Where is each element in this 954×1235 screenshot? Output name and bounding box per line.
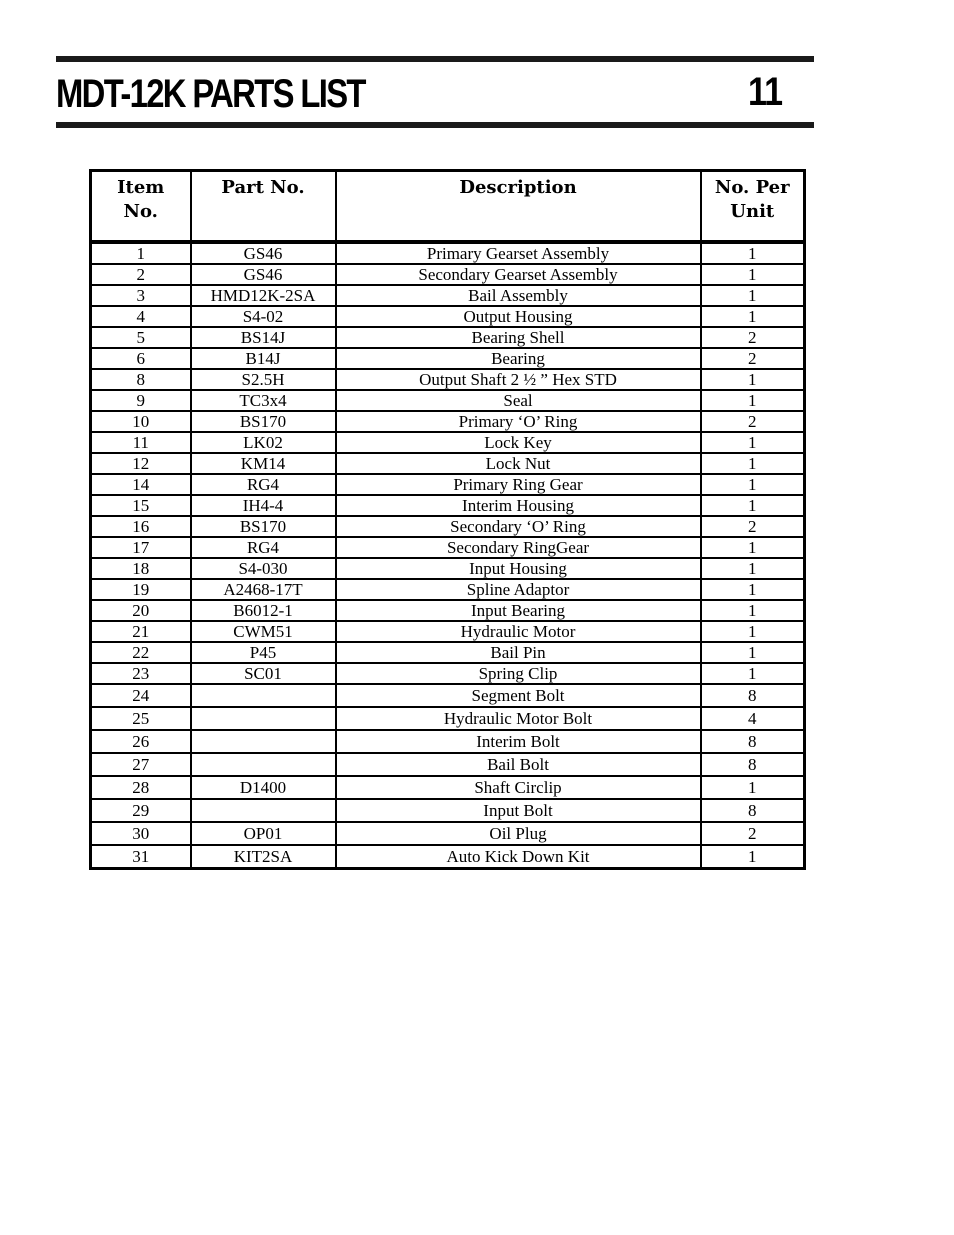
cell-description: Secondary RingGear — [336, 537, 701, 558]
cell-part-no: A2468-17T — [191, 579, 336, 600]
cell-description: Lock Nut — [336, 453, 701, 474]
cell-part-no: OP01 — [191, 822, 336, 845]
cell-no-per-unit: 1 — [701, 369, 805, 390]
table-row — [91, 411, 805, 432]
cell-part-no: KM14 — [191, 453, 336, 474]
table-row — [91, 558, 805, 579]
table-row — [91, 776, 805, 799]
cell-item-no: 4 — [91, 306, 191, 327]
table-row — [91, 600, 805, 621]
cell-part-no — [191, 730, 336, 753]
table-row — [91, 537, 805, 558]
cell-part-no: GS46 — [191, 264, 336, 285]
table-row — [91, 474, 805, 495]
cell-item-no: 21 — [91, 621, 191, 642]
table-row — [91, 495, 805, 516]
cell-description: Hydraulic Motor Bolt — [336, 707, 701, 730]
cell-item-no: 1 — [91, 242, 191, 264]
cell-part-no — [191, 684, 336, 707]
cell-description: Secondary ‘O’ Ring — [336, 516, 701, 537]
cell-description: Primary Ring Gear — [336, 474, 701, 495]
cell-item-no: 23 — [91, 663, 191, 684]
table-row — [91, 642, 805, 663]
cell-item-no: 24 — [91, 684, 191, 707]
cell-part-no: IH4-4 — [191, 495, 336, 516]
cell-item-no: 26 — [91, 730, 191, 753]
cell-item-no: 9 — [91, 390, 191, 411]
cell-no-per-unit: 8 — [701, 753, 805, 776]
table-header-row — [91, 171, 805, 243]
cell-description: Output Shaft 2 ½ ” Hex STD — [336, 369, 701, 390]
cell-no-per-unit: 2 — [701, 327, 805, 348]
cell-description: Primary ‘O’ Ring — [336, 411, 701, 432]
cell-description: Bail Assembly — [336, 285, 701, 306]
cell-part-no: S4-02 — [191, 306, 336, 327]
cell-item-no: 17 — [91, 537, 191, 558]
cell-part-no: S4-030 — [191, 558, 336, 579]
cell-description: Hydraulic Motor — [336, 621, 701, 642]
cell-no-per-unit: 1 — [701, 558, 805, 579]
parts-table — [89, 169, 806, 870]
cell-description: Spring Clip — [336, 663, 701, 684]
table-row — [91, 348, 805, 369]
cell-part-no: LK02 — [191, 432, 336, 453]
cell-description: Bearing Shell — [336, 327, 701, 348]
cell-no-per-unit: 1 — [701, 642, 805, 663]
cell-item-no: 10 — [91, 411, 191, 432]
cell-description: Input Bolt — [336, 799, 701, 822]
cell-part-no: RG4 — [191, 474, 336, 495]
cell-description: Lock Key — [336, 432, 701, 453]
cell-description: Interim Housing — [336, 495, 701, 516]
cell-part-no: CWM51 — [191, 621, 336, 642]
header-top-rule — [56, 56, 814, 62]
table-row — [91, 730, 805, 753]
cell-description: Input Bearing — [336, 600, 701, 621]
column-header-description: Description — [336, 171, 701, 243]
cell-description: Shaft Circlip — [336, 776, 701, 799]
cell-no-per-unit: 1 — [701, 621, 805, 642]
cell-item-no: 11 — [91, 432, 191, 453]
cell-part-no: B6012-1 — [191, 600, 336, 621]
table-row — [91, 327, 805, 348]
column-header-no-per-unit: No. Per Unit — [701, 171, 805, 243]
cell-item-no: 18 — [91, 558, 191, 579]
cell-part-no: BS170 — [191, 516, 336, 537]
cell-no-per-unit: 1 — [701, 600, 805, 621]
cell-item-no: 31 — [91, 845, 191, 869]
cell-no-per-unit: 1 — [701, 845, 805, 869]
cell-part-no: P45 — [191, 642, 336, 663]
table-row — [91, 663, 805, 684]
cell-no-per-unit: 1 — [701, 495, 805, 516]
cell-part-no: RG4 — [191, 537, 336, 558]
cell-description: Secondary Gearset Assembly — [336, 264, 701, 285]
table-row — [91, 753, 805, 776]
table-row — [91, 822, 805, 845]
header-bottom-rule — [56, 122, 814, 128]
table-row — [91, 579, 805, 600]
table-row — [91, 799, 805, 822]
cell-no-per-unit: 1 — [701, 390, 805, 411]
table-row — [91, 621, 805, 642]
cell-item-no: 28 — [91, 776, 191, 799]
cell-description: Oil Plug — [336, 822, 701, 845]
cell-item-no: 3 — [91, 285, 191, 306]
column-header-item-no: Item No. — [91, 171, 191, 243]
table-row — [91, 684, 805, 707]
cell-no-per-unit: 1 — [701, 579, 805, 600]
cell-no-per-unit: 1 — [701, 663, 805, 684]
cell-item-no: 5 — [91, 327, 191, 348]
page-title: MDT-12K PARTS LIST — [56, 72, 365, 116]
cell-description: Seal — [336, 390, 701, 411]
cell-item-no: 29 — [91, 799, 191, 822]
cell-description: Bail Bolt — [336, 753, 701, 776]
cell-no-per-unit: 1 — [701, 264, 805, 285]
cell-part-no: BS14J — [191, 327, 336, 348]
cell-item-no: 8 — [91, 369, 191, 390]
cell-item-no: 6 — [91, 348, 191, 369]
cell-part-no: D1400 — [191, 776, 336, 799]
table-row — [91, 369, 805, 390]
cell-item-no: 2 — [91, 264, 191, 285]
cell-part-no: SC01 — [191, 663, 336, 684]
cell-description: Segment Bolt — [336, 684, 701, 707]
table-row — [91, 285, 805, 306]
cell-no-per-unit: 1 — [701, 474, 805, 495]
cell-item-no: 16 — [91, 516, 191, 537]
column-header-part-no: Part No. — [191, 171, 336, 243]
table-row — [91, 845, 805, 869]
cell-description: Bail Pin — [336, 642, 701, 663]
cell-part-no: TC3x4 — [191, 390, 336, 411]
table-row — [91, 264, 805, 285]
cell-no-per-unit: 1 — [701, 432, 805, 453]
cell-item-no: 15 — [91, 495, 191, 516]
table-row — [91, 306, 805, 327]
cell-no-per-unit: 1 — [701, 242, 805, 264]
cell-description: Input Housing — [336, 558, 701, 579]
cell-no-per-unit: 1 — [701, 285, 805, 306]
table-row — [91, 390, 805, 411]
cell-item-no: 27 — [91, 753, 191, 776]
cell-item-no: 19 — [91, 579, 191, 600]
cell-part-no: KIT2SA — [191, 845, 336, 869]
cell-item-no: 20 — [91, 600, 191, 621]
cell-description: Interim Bolt — [336, 730, 701, 753]
cell-no-per-unit: 2 — [701, 822, 805, 845]
cell-part-no: BS170 — [191, 411, 336, 432]
cell-item-no: 25 — [91, 707, 191, 730]
cell-part-no — [191, 707, 336, 730]
cell-no-per-unit: 1 — [701, 537, 805, 558]
cell-no-per-unit: 1 — [701, 776, 805, 799]
cell-description: Output Housing — [336, 306, 701, 327]
cell-description: Bearing — [336, 348, 701, 369]
cell-item-no: 30 — [91, 822, 191, 845]
cell-part-no — [191, 799, 336, 822]
cell-no-per-unit: 1 — [701, 453, 805, 474]
table-row — [91, 707, 805, 730]
parts-table-body — [91, 242, 805, 869]
cell-no-per-unit: 2 — [701, 348, 805, 369]
cell-item-no: 14 — [91, 474, 191, 495]
page-number: 11 — [748, 70, 783, 114]
cell-part-no: GS46 — [191, 242, 336, 264]
cell-no-per-unit: 2 — [701, 516, 805, 537]
table-row — [91, 516, 805, 537]
table-row — [91, 242, 805, 264]
cell-part-no: HMD12K-2SA — [191, 285, 336, 306]
cell-description: Auto Kick Down Kit — [336, 845, 701, 869]
cell-description: Spline Adaptor — [336, 579, 701, 600]
cell-no-per-unit: 2 — [701, 411, 805, 432]
cell-description: Primary Gearset Assembly — [336, 242, 701, 264]
table-row — [91, 432, 805, 453]
cell-no-per-unit: 8 — [701, 799, 805, 822]
cell-item-no: 22 — [91, 642, 191, 663]
table-row — [91, 453, 805, 474]
cell-part-no: S2.5H — [191, 369, 336, 390]
cell-no-per-unit: 4 — [701, 707, 805, 730]
cell-no-per-unit: 1 — [701, 306, 805, 327]
cell-part-no — [191, 753, 336, 776]
cell-part-no: B14J — [191, 348, 336, 369]
cell-item-no: 12 — [91, 453, 191, 474]
cell-no-per-unit: 8 — [701, 684, 805, 707]
cell-no-per-unit: 8 — [701, 730, 805, 753]
